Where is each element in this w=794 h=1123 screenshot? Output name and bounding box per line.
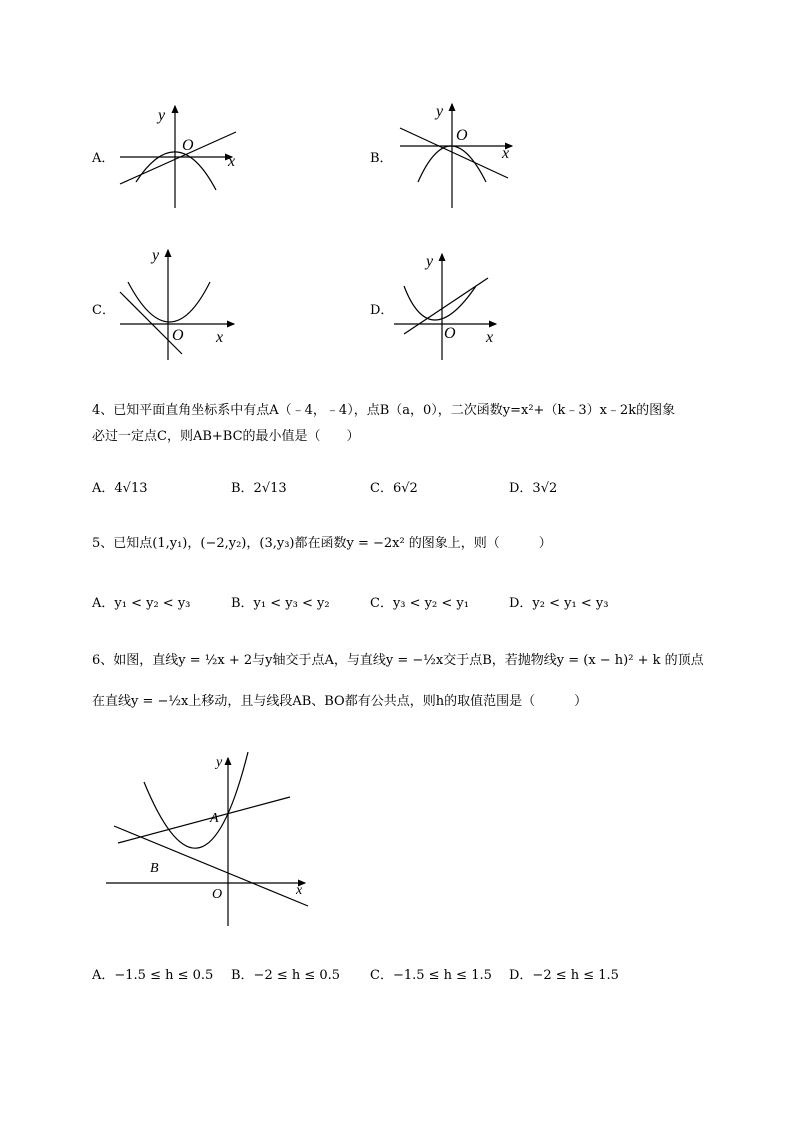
origin-label: O: [212, 887, 223, 902]
line: [400, 128, 508, 178]
q6-option-d: D．−2 ≤ h ≤ 1.5: [509, 968, 619, 983]
q3-graph-c: [112, 242, 242, 364]
x-axis-label: x: [216, 329, 224, 346]
x-axis-label: x: [502, 145, 510, 162]
y-axis-label: y: [158, 107, 166, 124]
y-axis-label: y: [152, 247, 160, 264]
q5-option-c: C．y₃ < y₂ < y₁: [370, 596, 469, 611]
q4-option-d: D．3√2: [509, 481, 558, 496]
x-axis-label: x: [228, 153, 236, 170]
q5-option-b: B．y₁ < y₃ < y₂: [231, 596, 330, 611]
q3-option-a-label: A．: [92, 151, 115, 166]
q3-graph-b: [392, 100, 522, 212]
y-axis-label: y: [216, 755, 223, 770]
origin-label: O: [182, 137, 194, 154]
q6-stem-line2: 在直线y = −½x上移动，且与线段AB、BO都有公共点，则h的取值范围是（ ）: [92, 694, 588, 709]
line: [120, 132, 236, 184]
q4-stem-line1: 4、已知平面直角坐标系中有点A（﹣4，﹣4），点B（a，0），二次函数y=x²+（k﹣3）x﹣2k的图象: [92, 403, 676, 418]
q3-option-c-label: C．: [92, 303, 115, 318]
q6-figure: [100, 750, 315, 930]
q5-option-a: A．y₁ < y₂ < y₃: [92, 596, 191, 611]
q4-option-a: A．4√13: [92, 481, 148, 496]
q4-stem-line2: 必过一定点C，则AB+BC的最小值是（ ）: [92, 429, 360, 444]
q6-option-b: B．−2 ≤ h ≤ 0.5: [231, 968, 341, 983]
y-axis-label: y: [436, 103, 444, 120]
parabola: [128, 282, 210, 322]
y-axis-label: y: [426, 253, 434, 270]
q5-option-d: D．y₂ < y₁ < y₃: [509, 596, 609, 611]
point-a-label: A: [210, 811, 219, 826]
q3-graph-d: [392, 248, 504, 364]
line-ab: [118, 797, 290, 843]
line: [120, 292, 182, 354]
q5-stem: 5、已知点(1,y₁)，(−2,y₂)，(3,y₃)都在函数y = −2x² 的图象上，则（ ）: [92, 536, 552, 551]
parabola: [144, 752, 248, 848]
q3-option-d-label: D．: [370, 303, 394, 318]
point-b-label: B: [150, 861, 159, 876]
q3-graph-a: [112, 100, 252, 212]
x-axis-label: x: [486, 329, 494, 346]
origin-label: O: [444, 325, 456, 342]
q6-option-c: C．−1.5 ≤ h ≤ 1.5: [370, 968, 492, 983]
origin-label: O: [172, 327, 184, 344]
q3-option-b-label: B．: [370, 151, 393, 166]
q4-option-c: C．6√2: [370, 481, 418, 496]
q6-option-a: A．−1.5 ≤ h ≤ 0.5: [92, 968, 214, 983]
q6-stem-line1: 6、如图，直线y = ½x + 2与y轴交于点A，与直线y = −½x交于点B，若抛物线y = (x − h)² + k 的顶点: [92, 653, 704, 668]
x-axis-label: x: [296, 883, 303, 898]
line-bo: [114, 826, 308, 906]
q4-option-b: B．2√13: [231, 481, 287, 496]
parabola: [404, 286, 476, 320]
origin-label: O: [456, 127, 468, 144]
